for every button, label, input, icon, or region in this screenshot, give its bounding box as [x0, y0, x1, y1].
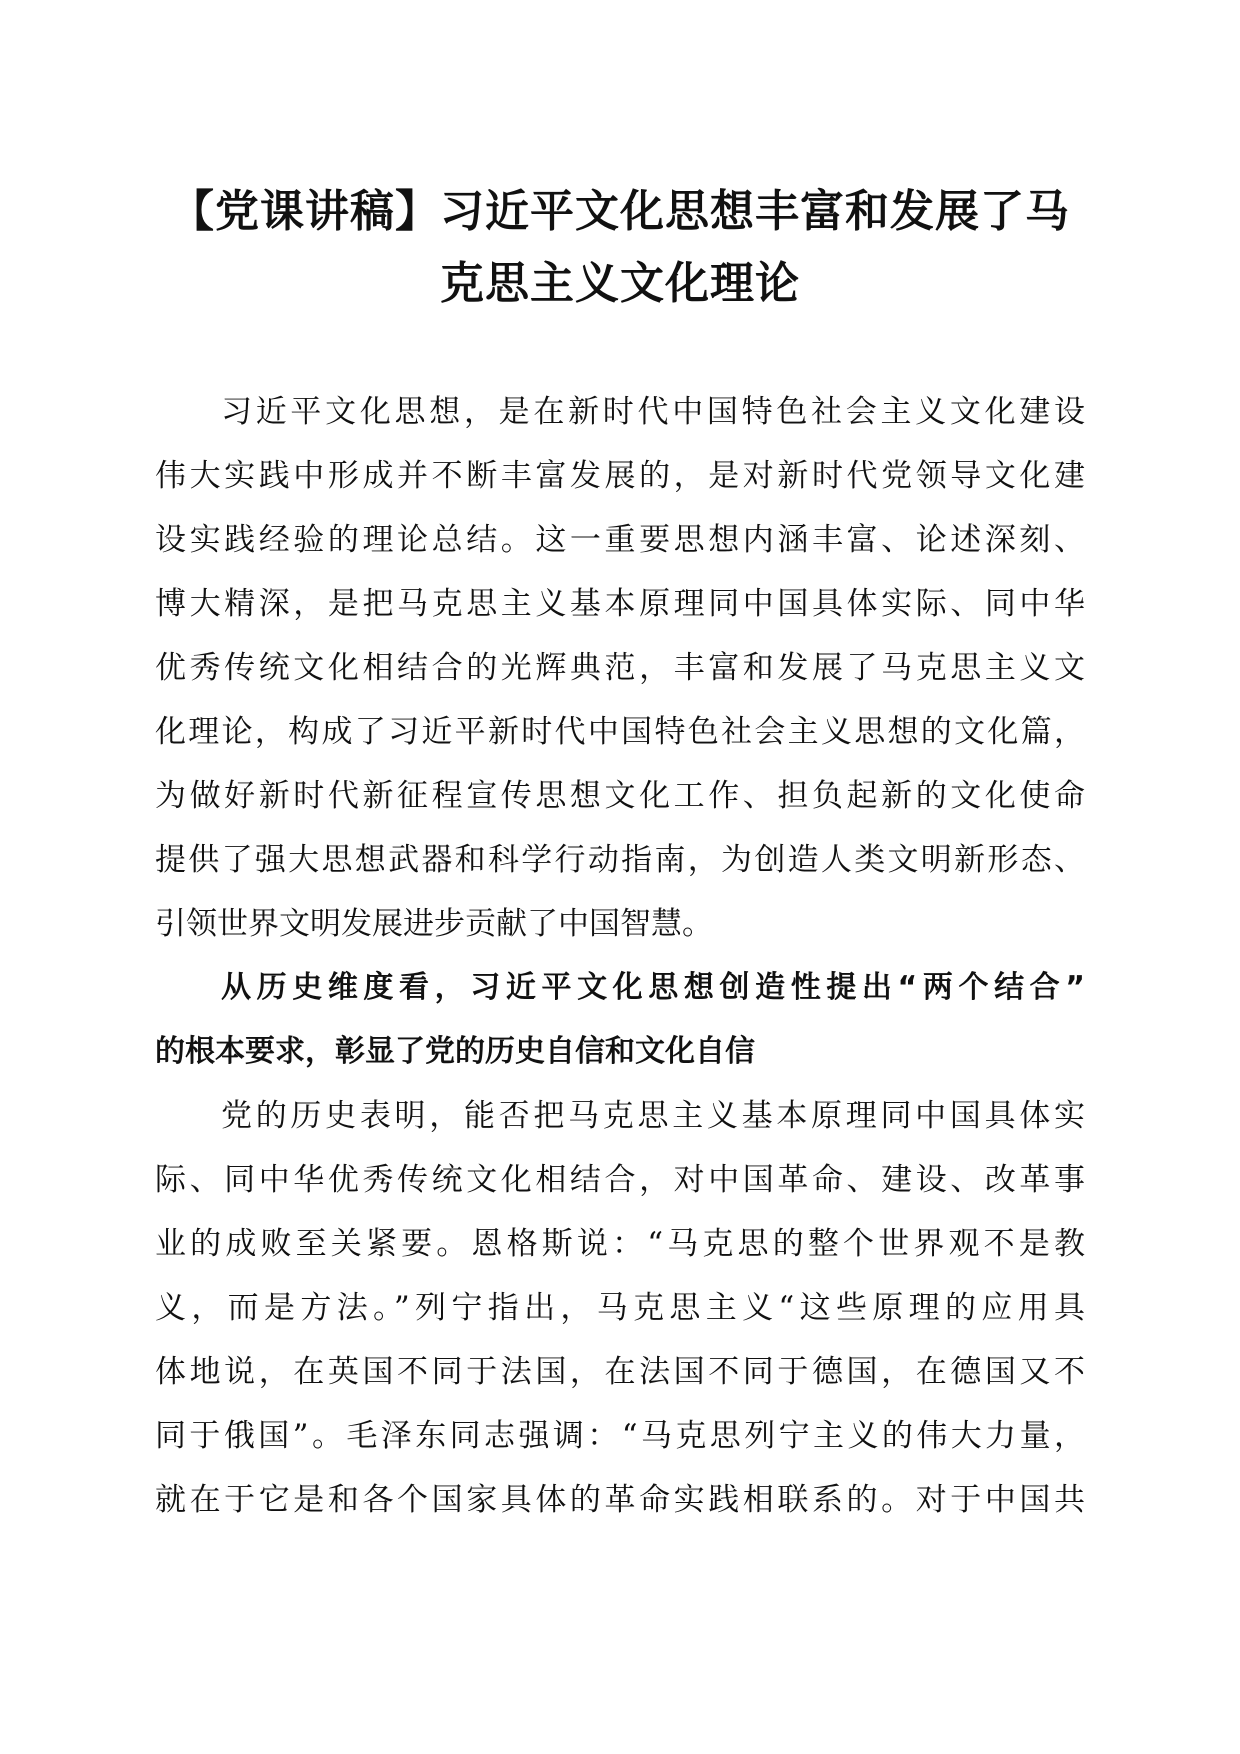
text-line: 化理论，构成了习近平新时代中国特色社会主义思想的文化篇，: [155, 714, 1085, 750]
text-line: 引领世界文明发展进步贡献了中国智慧。: [155, 906, 713, 942]
text-line: 义，而是方法。”列宁指出，马克思主义“这些原理的应用具: [155, 1290, 1085, 1326]
text-line: 体地说，在英国不同于法国，在法国不同于德国，在德国又不: [155, 1354, 1085, 1390]
document-body: [155, 380, 1085, 1532]
text-line: 党的历史表明，能否把马克思主义基本原理同中国具体实: [221, 1098, 1085, 1134]
text-line: 际、同中华优秀传统文化相结合，对中国革命、建设、改革事: [155, 1162, 1085, 1198]
text-line: 提供了强大思想武器和科学行动指南，为创造人类文明新形态、: [155, 842, 1085, 878]
heading-line: 从历史维度看，习近平文化思想创造性提出“两个结合”: [221, 970, 1085, 1005]
text-line: 伟大实践中形成并不断丰富发展的，是对新时代党领导文化建: [155, 458, 1085, 494]
text-line: 为做好新时代新征程宣传思想文化工作、担负起新的文化使命: [155, 778, 1085, 814]
paragraph-history: [155, 1084, 1085, 1532]
text-line: 业的成败至关紧要。恩格斯说：“马克思的整个世界观不是教: [155, 1226, 1085, 1262]
text-line: 博大精深，是把马克思主义基本原理同中国具体实际、同中华: [155, 586, 1085, 622]
text-line: 就在于它是和各个国家具体的革命实践相联系的。对于中国共: [155, 1482, 1085, 1518]
title-line: 【党课讲稿】习近平文化思想丰富和发展了马: [170, 186, 1070, 237]
title-line: 克思主义文化理论: [440, 258, 800, 309]
heading-line: 的根本要求，彰显了党的历史自信和文化自信: [155, 1034, 755, 1069]
text-line: 同于俄国”。毛泽东同志强调：“马克思列宁主义的伟大力量，: [155, 1418, 1085, 1454]
text-line: 设实践经验的理论总结。这一重要思想内涵丰富、论述深刻、: [155, 522, 1085, 558]
paragraph-intro: [155, 380, 1085, 956]
document-title: [150, 176, 1090, 320]
text-line: 优秀传统文化相结合的光辉典范，丰富和发展了马克思主义文: [155, 650, 1085, 686]
text-line: 习近平文化思想，是在新时代中国特色社会主义文化建设: [221, 394, 1085, 430]
section-heading: [155, 956, 1085, 1084]
